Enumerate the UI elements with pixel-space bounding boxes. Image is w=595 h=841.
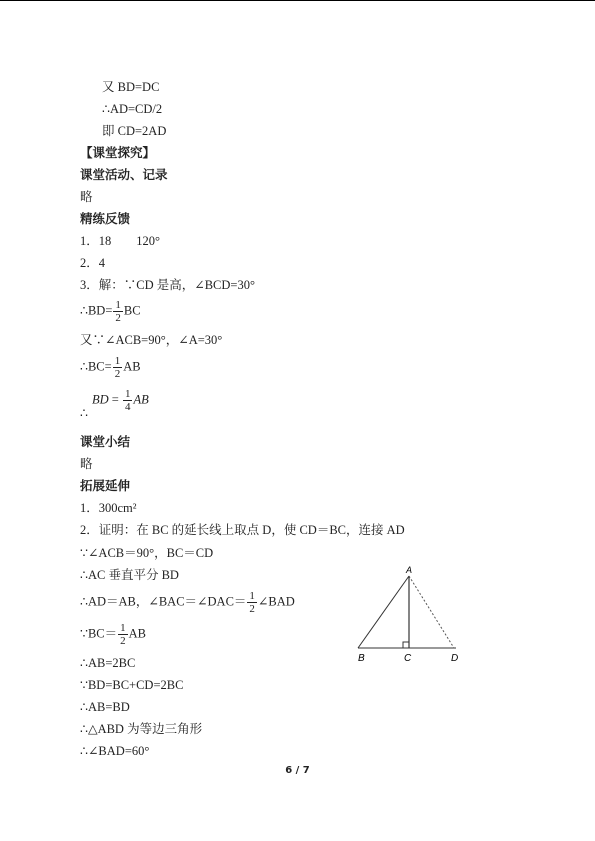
half-fraction	[113, 299, 123, 324]
page-number: 6 / 7	[285, 765, 310, 776]
feedback-angles: 又∵∠ACB=90°，∠A=30°	[80, 333, 223, 347]
proof-step-3	[80, 590, 295, 615]
feedback-bc-equation	[80, 355, 141, 380]
feedback-bd-equation	[80, 299, 141, 324]
fraction-denominator: 2	[115, 312, 121, 324]
final-lhs: BD	[92, 392, 109, 407]
bc-prefix: ∴BC=	[80, 359, 112, 374]
summary-body: 略	[80, 457, 93, 471]
bd-prefix: ∴BD=	[80, 303, 113, 318]
proof-step-6: ∵BD=BC+CD=2BC	[80, 678, 184, 692]
section-summary-heading: 课堂小结	[80, 434, 131, 449]
step3-prefix: ∴AD＝AB，∠BAC＝∠DAC＝	[80, 594, 247, 609]
proof-step-2: ∴AC 垂直平分 BD	[80, 568, 179, 582]
bd-suffix: BC	[123, 303, 141, 318]
extension-answer-1: 1．300cm²	[80, 501, 137, 515]
side-ad-dashed	[409, 576, 454, 648]
label-b: B	[358, 653, 365, 664]
fraction-denominator: 2	[249, 603, 255, 615]
feedback-answer-2: 2．4	[80, 256, 106, 270]
fraction-denominator: 2	[114, 368, 121, 380]
feedback-answer-1: 1．18 120°	[80, 234, 160, 248]
fraction-numerator: 1	[249, 590, 255, 602]
label-a: A	[406, 565, 413, 575]
bc-suffix: AB	[123, 359, 141, 374]
therefore-symbol: ∴	[80, 406, 88, 420]
half-fraction	[113, 355, 123, 380]
triangle-figure	[352, 560, 470, 668]
final-rhs: AB	[133, 392, 149, 407]
proof-line-2: ∴AD=CD/2	[102, 102, 163, 116]
fraction-numerator: 1	[115, 299, 121, 311]
quarter-fraction	[123, 388, 133, 413]
proof-step-1: ∵∠ACB＝90°，BC＝CD	[80, 546, 214, 560]
activity-body: 略	[80, 190, 93, 204]
fraction-numerator: 1	[120, 622, 126, 634]
proof-step-5: ∴AB=2BC	[80, 656, 136, 670]
step3-suffix: ∠BAD	[257, 594, 295, 609]
step4-suffix: AB	[128, 626, 147, 641]
proof-line-1: 又 BD=DC	[102, 80, 160, 94]
feedback-answer-3: 3．解：∵CD 是高，∠BCD=30°	[80, 278, 255, 292]
half-fraction	[247, 590, 257, 615]
section-feedback-heading: 精练反馈	[80, 211, 131, 226]
fraction-denominator: 4	[124, 401, 131, 413]
proof-step-9: ∴∠BAD=60°	[80, 744, 150, 758]
section-activity-heading: 课堂活动、记录	[80, 167, 168, 182]
label-c: C	[404, 653, 412, 664]
fraction-denominator: 2	[120, 635, 126, 647]
feedback-final-equation	[92, 388, 149, 413]
proof-step-8: ∴△ABD 为等边三角形	[80, 722, 203, 736]
half-fraction	[118, 622, 128, 647]
section-extension-heading: 拓展延伸	[80, 478, 131, 493]
final-equals: =	[108, 392, 122, 407]
fraction-numerator: 1	[114, 355, 121, 367]
section-inquiry-heading: 【课堂探究】	[80, 145, 156, 160]
proof-line-3: 即 CD=2AD	[102, 124, 167, 138]
step4-prefix: ∵BC＝	[80, 626, 118, 641]
right-angle-mark	[403, 642, 409, 648]
header-rule	[0, 0, 595, 1]
extension-answer-2: 2．证明：在 BC 的延长线上取点 D，使 CD＝BC，连接 AD	[80, 523, 405, 537]
side-ab	[358, 576, 409, 648]
label-d: D	[451, 653, 459, 664]
proof-step-4	[80, 622, 146, 647]
fraction-numerator: 1	[124, 388, 131, 400]
proof-step-7: ∴AB=BD	[80, 700, 130, 714]
